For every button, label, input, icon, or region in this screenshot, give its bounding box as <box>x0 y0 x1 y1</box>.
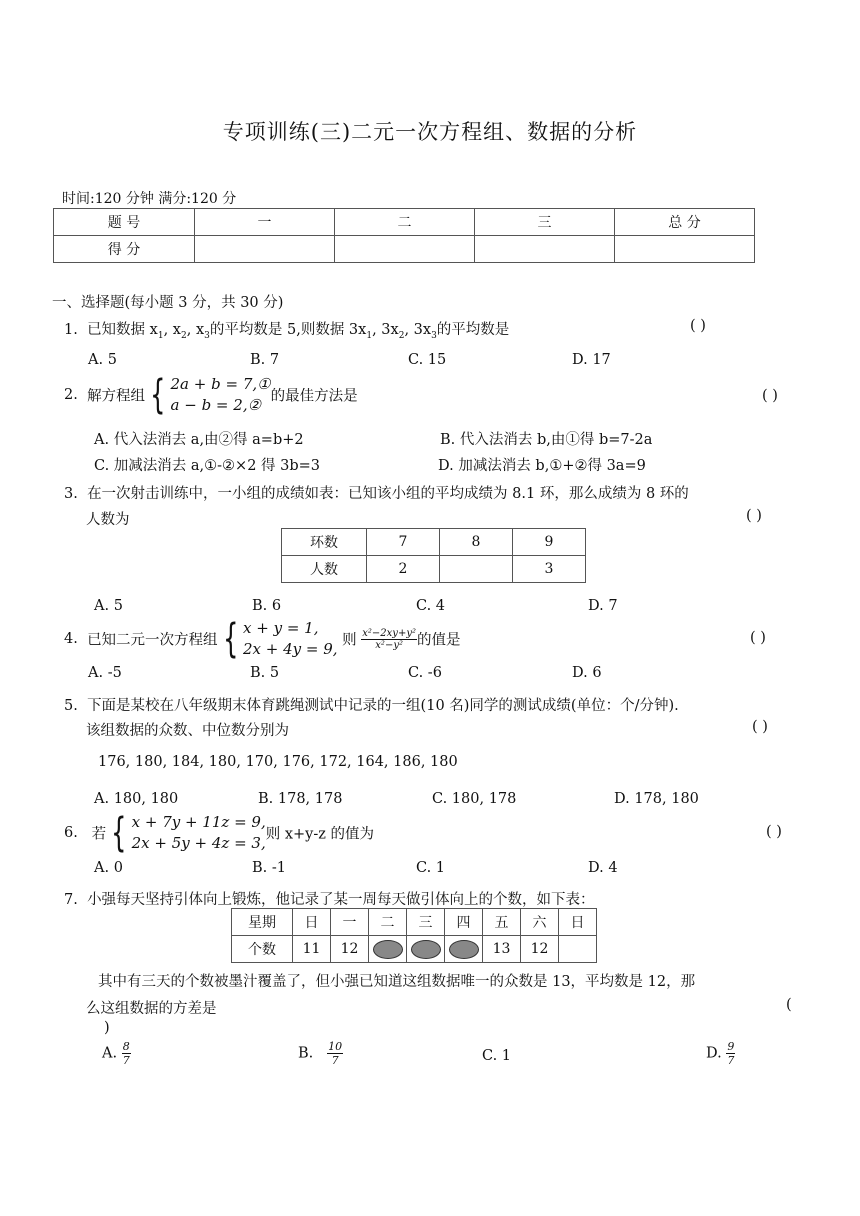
question-text: 其中有三天的个数被墨汁覆盖了，但小强已知道这组数据唯一的众数是 13，平均数是 12，那 <box>98 974 696 990</box>
option-label: B. <box>298 1045 314 1062</box>
table-cell: 2 <box>367 556 440 583</box>
equation: 2x + 5y + 4z = 3, <box>131 834 266 852</box>
option-b: B. 178, 178 <box>258 791 343 807</box>
question-text: 已知数据 x <box>87 322 158 338</box>
option-c: C. 4 <box>416 598 446 614</box>
subscript: 2 <box>398 330 405 341</box>
table-cell <box>440 556 513 583</box>
fraction <box>726 1040 735 1067</box>
option-c: C. 180, 178 <box>432 791 517 807</box>
question-text: 小强每天坚持引体向上锻炼，他记录了某一周每天做引体向上的个数，如下表： <box>87 892 595 908</box>
option-c: C. 15 <box>408 352 447 368</box>
table-cell <box>475 236 615 263</box>
question-6 <box>64 812 374 854</box>
option-a: A. 0 <box>94 860 123 876</box>
question-number: 1. <box>64 322 78 338</box>
option-d: D. 加减法消去 b,①+②得 3a=9 <box>438 458 646 474</box>
answer-paren-close: ) <box>104 1020 110 1036</box>
table-cell: 一 <box>195 209 335 236</box>
question-number: 7. <box>64 892 78 908</box>
option-a <box>102 1040 131 1067</box>
question-7 <box>64 888 595 909</box>
score-table <box>53 208 755 263</box>
question-text: 的平均数是 5,则数据 3x <box>209 322 367 338</box>
question-text: 已知二元一次方程组 <box>87 632 218 649</box>
option-label: A. <box>102 1045 118 1062</box>
equation: 2a + b = 7,① <box>170 375 271 393</box>
option-b: B. 5 <box>250 665 280 681</box>
table-cell: 9 <box>513 529 586 556</box>
table-cell: 日 <box>293 909 331 936</box>
table-row <box>282 556 586 583</box>
question-text: 的值是 <box>417 632 461 649</box>
fraction <box>327 1040 343 1067</box>
answer-paren: ( ) <box>690 318 706 334</box>
answer-paren-open: ( <box>786 997 792 1013</box>
question-number: 3. <box>64 486 78 502</box>
table-cell: 二 <box>335 209 475 236</box>
section-heading: 一、选择题(每小题 3 分，共 30 分) <box>52 295 284 311</box>
ink-blot-icon <box>373 940 403 959</box>
equation: a − b = 2,② <box>170 396 262 414</box>
table-cell: 12 <box>521 936 559 963</box>
question-text: 则 <box>342 632 357 649</box>
fraction <box>122 1040 131 1067</box>
data-list: 176, 180, 184, 180, 170, 176, 172, 164, 186, 180 <box>98 754 458 770</box>
question-text: 该组数据的众数、中位数分别为 <box>86 723 289 739</box>
option-d: D. 4 <box>588 860 618 876</box>
question-text: 人数为 <box>86 512 130 528</box>
question-number: 2. <box>64 387 78 403</box>
table-cell: 3 <box>513 556 586 583</box>
option-label: D. <box>706 1045 722 1062</box>
option-b: B. 6 <box>252 598 282 614</box>
table-cell: 日 <box>559 909 597 936</box>
answer-paren: ( ) <box>750 630 766 646</box>
subscript: 1 <box>157 330 164 341</box>
option-a: A. 5 <box>88 352 117 368</box>
ink-blot-cell <box>445 936 483 963</box>
option-c: C. 1 <box>416 860 446 876</box>
question-4 <box>64 618 461 660</box>
answer-paren: ( ) <box>752 719 768 735</box>
option-b: B. 代入法消去 b,由①得 b=7-2a <box>440 432 653 448</box>
table-cell: 题 号 <box>54 209 195 236</box>
table-cell: 五 <box>483 909 521 936</box>
equation-system <box>132 812 266 854</box>
table-row <box>232 936 597 963</box>
weekly-table <box>231 908 597 963</box>
option-a: A. 代入法消去 a,由②得 a=b+2 <box>94 432 304 448</box>
question-text: 么这组数据的方差是 <box>86 1001 217 1017</box>
equation: x + y = 1, <box>243 619 319 637</box>
table-cell: 三 <box>475 209 615 236</box>
table-cell: 星期 <box>232 909 293 936</box>
option-a: A. -5 <box>88 665 122 681</box>
table-cell: 环数 <box>282 529 367 556</box>
table-cell: 个数 <box>232 936 293 963</box>
numerator: 8 <box>122 1040 130 1053</box>
numerator: 10 <box>328 1040 343 1053</box>
ink-blot-icon <box>411 940 441 959</box>
option-b <box>298 1040 343 1067</box>
numerator: x²−2xy+y² <box>362 627 416 639</box>
table-row <box>232 909 597 936</box>
table-row <box>282 529 586 556</box>
question-3 <box>64 482 689 503</box>
equation: 2x + 4y = 9, <box>243 640 338 658</box>
table-cell: 得 分 <box>54 236 195 263</box>
question-text: , x <box>186 322 205 338</box>
table-cell: 四 <box>445 909 483 936</box>
answer-paren: ( ) <box>766 824 782 840</box>
option-b: B. -1 <box>252 860 286 876</box>
equation: x + 7y + 11z = 9, <box>131 813 266 831</box>
question-text: , x <box>163 322 181 338</box>
table-cell: 三 <box>407 909 445 936</box>
subscript: 3 <box>431 330 437 341</box>
table-cell <box>559 936 597 963</box>
question-1 <box>64 318 509 341</box>
denominator: x²−y² <box>375 639 403 651</box>
table-cell: 12 <box>331 936 369 963</box>
table-cell: 7 <box>367 529 440 556</box>
denominator: 7 <box>727 1054 735 1067</box>
option-d: D. 17 <box>572 352 611 368</box>
ink-blot-icon <box>449 940 479 959</box>
equation-system <box>171 374 271 416</box>
data-table <box>281 528 586 583</box>
table-cell: 人数 <box>282 556 367 583</box>
question-text: 下面是某校在八年级期末体育跳绳测试中记录的一组(10 名)同学的测试成绩(单位：个/分钟). <box>87 698 679 714</box>
table-cell: 总 分 <box>615 209 755 236</box>
option-d: D. 7 <box>588 598 618 614</box>
denominator: 7 <box>331 1054 339 1067</box>
page-title: 专项训练(三)二元一次方程组、数据的分析 <box>222 120 638 144</box>
table-cell: 8 <box>440 529 513 556</box>
table-cell: 二 <box>369 909 407 936</box>
question-number: 6. <box>64 825 78 841</box>
table-cell: 13 <box>483 936 521 963</box>
answer-paren: ( ) <box>762 388 778 404</box>
question-text: 在一次射击训练中，一小组的成绩如表：已知该小组的平均成绩为 8.1 环，那么成绩为 8 环的 <box>87 486 689 502</box>
brace-symbol: { <box>111 810 127 856</box>
exam-meta: 时间:120 分钟 满分:120 分 <box>62 191 237 207</box>
question-text: 则 x+y-z 的值为 <box>265 826 374 843</box>
table-row <box>54 236 755 263</box>
option-d: D. 178, 180 <box>614 791 699 807</box>
option-c: C. 1 <box>482 1048 512 1064</box>
table-cell <box>335 236 475 263</box>
question-text: 的最佳方法是 <box>270 388 358 405</box>
question-text: , 3x <box>404 322 432 338</box>
fraction <box>361 628 417 651</box>
table-cell: 一 <box>331 909 369 936</box>
numerator: 9 <box>727 1040 735 1053</box>
subscript: 3 <box>204 330 210 341</box>
subscript: 1 <box>366 330 373 341</box>
equation-system <box>243 618 338 660</box>
question-number: 5. <box>64 698 78 714</box>
table-cell: 六 <box>521 909 559 936</box>
question-text: 的平均数是 <box>436 322 510 338</box>
table-cell <box>195 236 335 263</box>
ink-blot-cell <box>407 936 445 963</box>
option-d: D. 6 <box>572 665 602 681</box>
option-c: C. 加减法消去 a,①-②×2 得 3b=3 <box>94 458 321 474</box>
option-a: A. 5 <box>94 598 123 614</box>
question-5 <box>64 694 679 715</box>
option-c: C. -6 <box>408 665 442 681</box>
option-b: B. 7 <box>250 352 280 368</box>
option-a: A. 180, 180 <box>94 791 179 807</box>
table-cell <box>615 236 755 263</box>
brace-symbol: { <box>150 372 166 418</box>
ink-blot-cell <box>369 936 407 963</box>
answer-paren: ( ) <box>746 508 762 524</box>
question-text: 若 <box>91 826 107 843</box>
question-number: 4. <box>64 631 78 647</box>
table-cell: 11 <box>293 936 331 963</box>
question-2 <box>64 374 358 416</box>
table-row <box>54 209 755 236</box>
question-text: 解方程组 <box>87 388 146 405</box>
subscript: 2 <box>181 330 187 341</box>
brace-symbol: { <box>222 616 238 662</box>
question-text: , 3x <box>372 322 399 338</box>
option-d <box>706 1040 735 1067</box>
denominator: 7 <box>122 1054 130 1067</box>
